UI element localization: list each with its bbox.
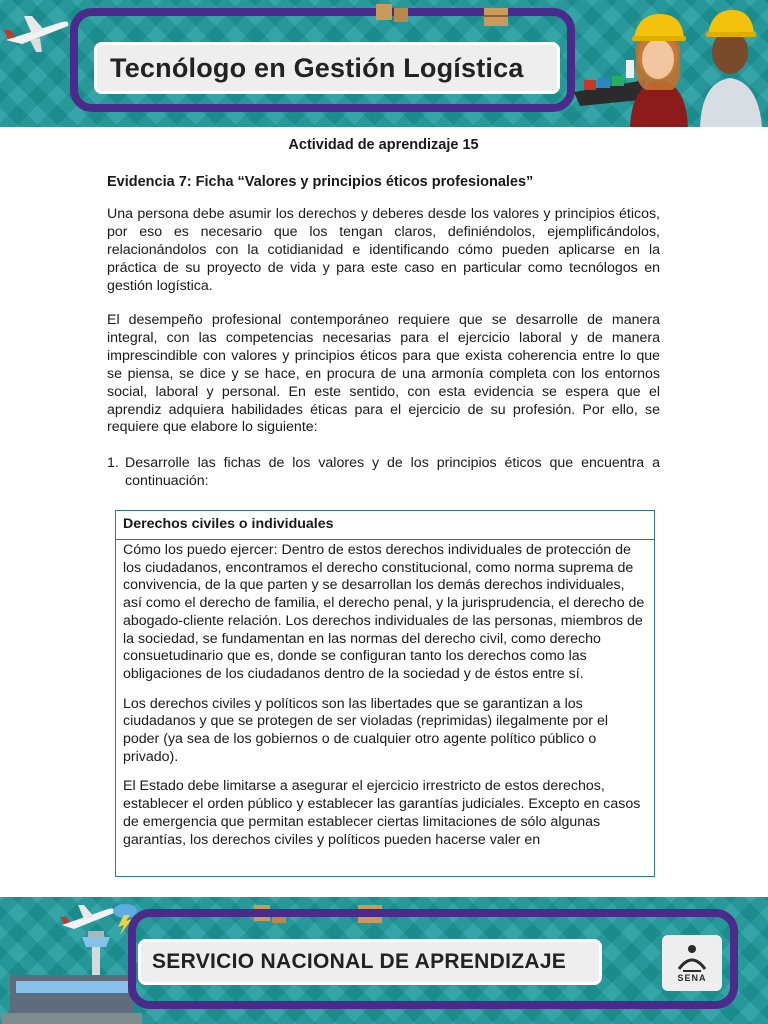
table-paragraph: El Estado debe limitarse a asegurar el ejercicio irrestricto de estos derechos, establecer el orden público y establecer las garantías judiciales. Excepto en casos de emergencia que permitan establecer ciertas limitaciones de sólo algunas garantías, los derechos civiles y políticos pueden hacerse valer en	[123, 778, 641, 848]
footer-banner	[0, 897, 768, 1024]
footer-title: SERVICIO NACIONAL DE APRENDIZAJE	[152, 950, 567, 973]
header-title: Tecnólogo en Gestión Logística	[110, 52, 524, 83]
airplane-icon	[2, 10, 72, 55]
header-title-box	[94, 42, 560, 94]
table-paragraph: Cómo los puedo ejercer: Dentro de estos derechos individuales de protección de los ciudadanos, encontramos el derecho constitucional, como norma suprema de convivencia, de la que parten y se desarrollan los demás derechos individuales, así como el derecho de familia, el derecho penal, y la jurisprudencia, el derecho de abogado-cliente relación. Los derechos individuales de las personas, miembros de la sociedad, se fundamentan en las normas del derecho civil, como derecho consuetudinario que es, donde se configuran tanto los derechos como las obligaciones de los ciudadanos dentro de la sociedad y de éstos entre sí.	[123, 542, 645, 682]
table-paragraph: Los derechos civiles y políticos son las libertades que se garantizan a los ciudadanos y que se protegen de ser violadas (reprimidas) ilegalmente por el poder (ya sea de los gobiernos o de cualquier otro agente político público o privado).	[123, 695, 609, 765]
list-item-text: Desarrolle las fichas de los valores y de los principios éticos que encuentra a continuación:	[125, 455, 660, 489]
evidence-title: Evidencia 7: Ficha “Valores y principios éticos profesionales”	[107, 174, 534, 190]
sena-logo-text: SENA	[677, 973, 707, 983]
workers-illustration	[612, 4, 768, 127]
rights-table	[115, 510, 655, 877]
list-item	[107, 455, 660, 491]
sena-logo	[662, 935, 722, 991]
cargo-box-icon	[480, 2, 514, 30]
cargo-boxes-icon	[372, 0, 412, 28]
paragraph-intro: Una persona debe asumir los derechos y deberes desde los valores y principios éticos, por eso es necesario que los tengan claros, definiéndolos, ejemplificándolos, relacionándolos con la cotidianidad e identificando cómo pueden aplicarse en la práctica de su proyecto de vida y para este caso en particular como tecnólogos en gestión logística.	[107, 206, 660, 294]
airport-terminal-icon	[2, 957, 142, 1024]
header-banner	[0, 0, 768, 127]
activity-title: Actividad de aprendizaje 15	[288, 137, 479, 153]
sena-logo-icon	[675, 943, 709, 973]
footer-title-box	[138, 939, 602, 985]
table-body	[116, 540, 654, 849]
list-number: 1.	[107, 455, 119, 471]
table-header: Derechos civiles o individuales	[116, 511, 654, 540]
paragraph-context: El desempeño profesional contemporáneo requiere que se desarrolle de manera integral, con las competencias necesarias para el ejercicio laboral y de manera imprescindible con valores y principios éticos para que exista coherencia entre lo que se piensa, se dice y se hace, en procura de una armonía completa con los entornos social, laboral y personal. En este sentido, con esta evidencia se espera que el aprendiz adquiera habilidades éticas para el ejercicio de su profesión. Por ello, se requiere que elabore lo siguiente:	[107, 312, 660, 436]
